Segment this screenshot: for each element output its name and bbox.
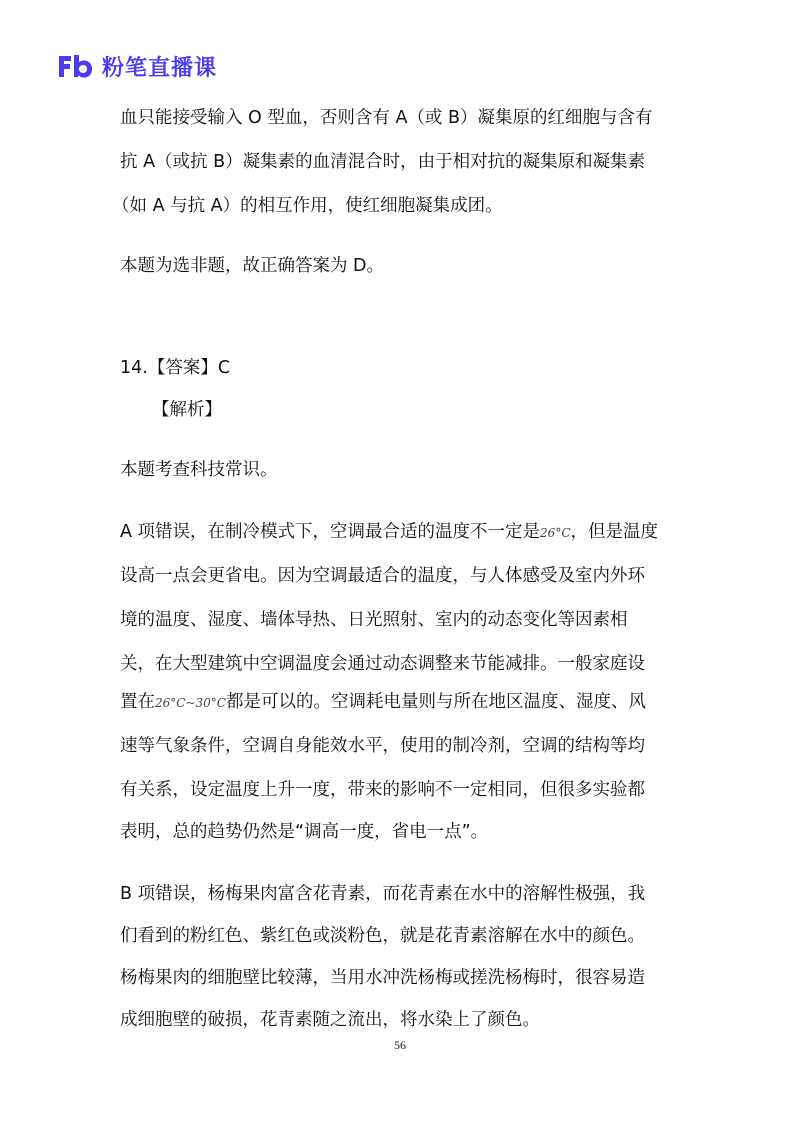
paragraph-line: 速等气象条件，空调自身能效水平，使用的制冷剂，空调的结构等均 — [120, 736, 645, 756]
text-segment: ，但是温度 — [570, 522, 658, 542]
paragraph-line — [120, 692, 646, 713]
paragraph-line: 血只能接受输入 O 型血，否则含有 A（或 B）凝集原的红细胞与含有 — [120, 108, 653, 128]
temperature-value: 26°C — [540, 526, 571, 540]
paragraph-line — [120, 522, 658, 543]
paragraph-line: 们看到的粉红色、紫红色或淡粉色，就是花青素溶解在水中的颜色。 — [120, 926, 645, 946]
text-segment: 都是可以的。空调耗电量则与所在地区温度、湿度、风 — [225, 692, 646, 712]
page-number: 56 — [394, 1038, 406, 1052]
paragraph-line: 本题考查科技常识。 — [120, 460, 278, 480]
paragraph-line: 设高一点会更省电。因为空调最适合的温度，与人体感受及室内外环 — [120, 566, 645, 586]
paragraph-line: 抗 A（或抗 B）凝集素的血清混合时，由于相对抗的凝集原和凝集素 — [120, 152, 646, 172]
header — [56, 50, 217, 82]
paragraph-line: 关，在大型建筑中空调温度会通过动态调整来节能减排。一般家庭设 — [120, 654, 645, 674]
answer-heading: 14.【答案】C — [120, 358, 231, 378]
paragraph-line: B 项错误，杨梅果肉富含花青素，而花青素在水中的溶解性极强，我 — [120, 884, 646, 904]
paragraph-line: 有关系，设定温度上升一度，带来的影响不一定相同，但很多实验都 — [120, 780, 645, 800]
fenbi-logo-icon — [56, 53, 94, 79]
paragraph-line: 本题为选非题，故正确答案为 D。 — [120, 256, 385, 276]
paragraph-line: 杨梅果肉的细胞壁比较薄，当用水冲洗杨梅或搓洗杨梅时，很容易造 — [120, 968, 645, 988]
paragraph-line: 成细胞壁的破损，花青素随之流出，将水染上了颜色。 — [120, 1010, 540, 1030]
analysis-heading: 【解析】 — [152, 400, 222, 420]
text-segment: 置在 — [120, 692, 155, 712]
temperature-range: 26°C~30°C — [155, 696, 226, 710]
text-segment: A 项错误，在制冷模式下，空调最合适的温度不一定是 — [120, 522, 541, 542]
paragraph-line: 境的温度、湿度、墙体导热、日光照射、室内的动态变化等因素相 — [120, 610, 628, 630]
brand-name: 粉笔直播课 — [102, 55, 218, 81]
paragraph-line: （如 A 与抗 A）的相互作用，使红细胞凝集成团。 — [112, 196, 503, 216]
paragraph-line: 表明，总的趋势仍然是“调高一度，省电一点”。 — [120, 822, 489, 842]
